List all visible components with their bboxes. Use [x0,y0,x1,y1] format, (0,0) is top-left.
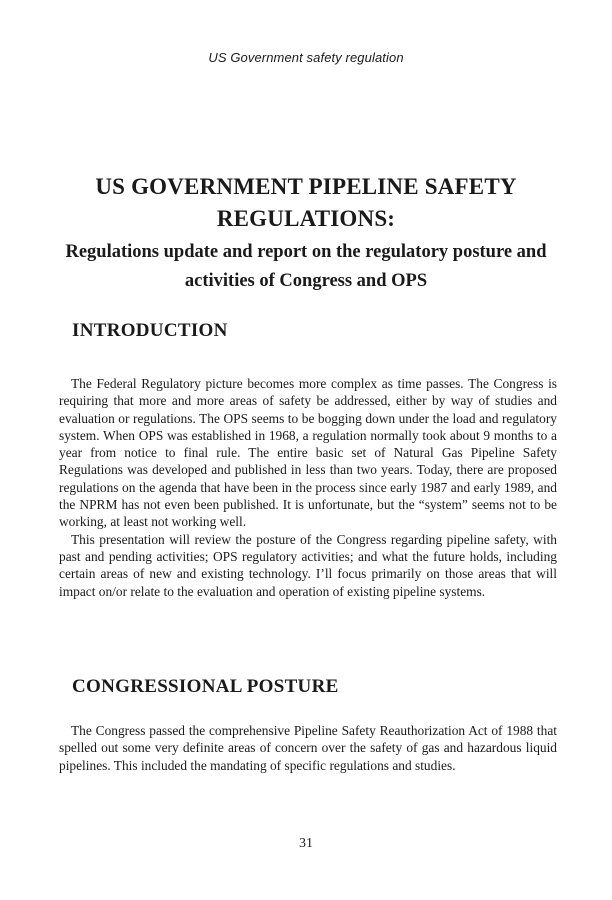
title-block [40,171,572,296]
running-header: US Government safety regulation [208,50,404,65]
section-heading-introduction: INTRODUCTION [72,320,228,341]
paragraph: The Congress passed the comprehensive Pipeline Safety Reauthorization Act of 1988 that spelled out some very definite areas of concern over the safety of gas and hazardous liquid pipelines. This included the mandating of specific regulations and studies. [59,723,557,773]
paragraph: The Federal Regulatory picture becomes more complex as time passes. The Congress is requiring that more and more areas of safety be addressed, either by way of studies and evaluation or regulations. The OPS seems to be bogging down under the load and regulatory system. When OPS was established in 1968, a regulation normally took about 9 months to a year from notice to final rule. The entire basic set of Natural Gas Pipeline Safety Regulations was developed and published in less than two years. Today, there are proposed regulations on the agenda that have been in the process since early 1987 and early 1989, and the NPRM has not even been published. It is unfortunate, but the “system” seems not to be working, at least not working well. [59,376,557,530]
section-heading-congressional-posture: CONGRESSIONAL POSTURE [72,676,339,697]
introduction-body [59,375,557,600]
document-subtitle: Regulations update and report on the regulatory posture and activities of Congress and OPS [65,242,547,291]
paragraph: This presentation will review the posture of the Congress regarding pipeline safety, with past and pending activities; OPS regulatory activities; and what the future holds, including certain areas of new and existing technology. I’ll focus primarily on those areas that will impact on/or relate to the evaluation and operation of existing pipeline systems. [59,531,557,599]
document-title: US GOVERNMENT PIPELINE SAFETY REGULATIONS: [95,174,517,231]
congressional-posture-body [59,722,557,774]
page-number: 31 [299,836,313,851]
